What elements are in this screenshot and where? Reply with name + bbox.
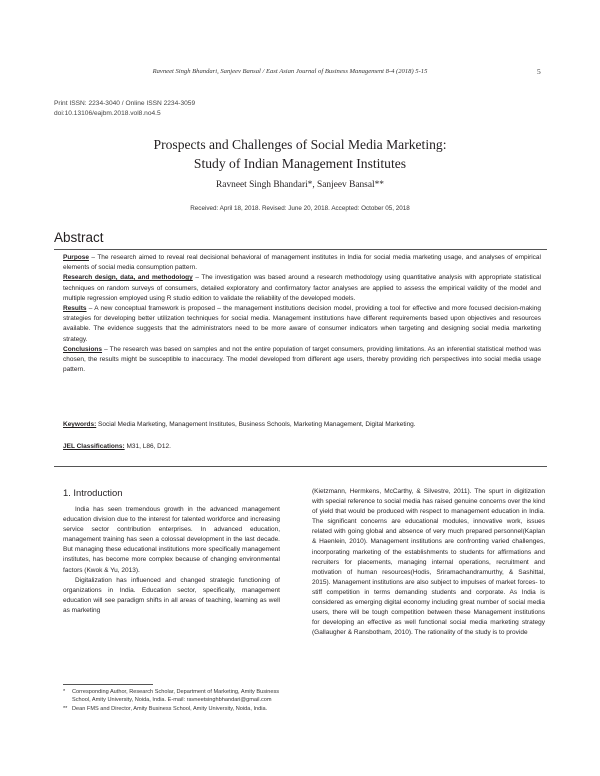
footnote-2 xyxy=(63,705,280,713)
results-label: Results xyxy=(63,305,87,313)
abstract-heading: Abstract xyxy=(54,230,104,245)
design-text: – The investigation was based around a research methodology using quantitative analysis with appropriate statistical techniques on random surveys of consumers, detailed exploratory and confirmatory factor analyses are applied to assess the empirical validity of the model and multiple regression employed using R studio edition to validate the reliability of the developed models. xyxy=(63,274,542,302)
keywords-label: Keywords: xyxy=(63,421,97,428)
page-number: 5 xyxy=(537,67,541,76)
intro-paragraph-2: Digitalization has influenced and changed strategic functioning of organizations in India. Education sector, specifically, management education will see paradigm shifts in all areas of teaching, learning as well as marketing xyxy=(63,576,280,614)
keywords-line xyxy=(63,421,541,428)
introduction-heading: 1. Introduction xyxy=(63,487,123,498)
paper-title xyxy=(0,135,600,173)
conclusions-text: – The research was based on samples and not the entire population of target consumers, providing limitations. As an inferential statistical method was chosen, the results might be susceptible to inaccuracy. The model developed from different age users, thereby providing rich perspectives into social media usage pattern. xyxy=(63,345,541,374)
abstract-bottom-rule xyxy=(54,466,547,467)
footnote-rule xyxy=(63,684,153,685)
running-head: Ravneet Singh Bhandari, Sanjeev Bansal / East Asian Journal of Business Management 8-4 (2018) 5-15 xyxy=(152,68,428,75)
conclusions-label: Conclusions xyxy=(63,345,103,353)
footnote-1 xyxy=(63,688,280,705)
intro-paragraph-1: India has seen tremendous growth in the advanced management education division due to the interest for talented workforce and increasing service sector contribution enterprises. In advanced education, management training has seen a colossal development in the last decade. But managing these educational institutions more specifically management institutes, has become more complex because of changing environmental factors (Kwok & Yu, 2013). xyxy=(63,506,280,574)
keywords-text: Social Media Marketing, Management Institutes, Business Schools, Marketing Management, Digital Marketing. xyxy=(96,421,416,428)
jel-text: M31, L86, D12. xyxy=(124,443,171,450)
footnote-1-text: Corresponding Author, Research Scholar, Department of Marketing, Amity Business School, Amity University, Noida, India. E-mail: ravneetsinghbhandari@gmail.com xyxy=(72,689,280,704)
footnote-2-mark: ** xyxy=(63,705,68,712)
abstract-results xyxy=(63,304,541,345)
footnote-2-text: Dean FMS and Director, Amity Business School, Amity University, Noida, India. xyxy=(72,705,268,712)
authors-line: Ravneet Singh Bhandari*, Sanjeev Bansal** xyxy=(216,180,384,190)
title-line-2: Study of Indian Management Institutes xyxy=(193,156,407,171)
footnote-1-mark: * xyxy=(63,689,66,695)
doi-line: doi:10.13106/eajbm.2018.vol8.no4.5 xyxy=(54,109,161,117)
jel-line xyxy=(63,443,541,450)
abstract-design xyxy=(63,273,541,304)
purpose-label: Purpose xyxy=(63,254,90,261)
purpose-text: – The research aimed to reveal real decisional behavioral of management institutes in India for social media marketing usage, and analyses of empirical elements of social media consumption pattern. xyxy=(63,254,541,272)
abstract-top-rule xyxy=(54,249,547,250)
left-column xyxy=(63,505,280,616)
footnotes xyxy=(63,688,280,713)
right-column xyxy=(312,487,545,638)
design-label: Research design, data, and methodology xyxy=(63,274,193,282)
jel-label: JEL Classifications: xyxy=(63,443,125,450)
abstract-conclusions xyxy=(63,345,541,376)
title-line-1: Prospects and Challenges of Social Media Marketing: xyxy=(153,137,447,152)
results-text: – A new conceptual framework is proposed – the management institutions decision model, providing a tool for effective and more focused decision-making strategies for developing better utilization techniques for social media. Management institutions have different requirements based upon objectives and resources available. The evidence suggests that the administrators need to be more aware of consumer indicators when targeting and designing social media marketing strategy. xyxy=(63,305,541,343)
abstract-body xyxy=(63,253,541,375)
issn-line: Print ISSN: 2234-3040 / Online ISSN 2234-3059 xyxy=(54,100,196,107)
submission-dates: Received: April 18, 2018. Revised: June 20, 2018. Accepted: October 05, 2018 xyxy=(190,205,410,212)
issn-block xyxy=(54,99,195,118)
intro-paragraph-3: (Kietzmann, Hermkens, McCarthy, & Silvestre, 2011). The spurt in digitization with special reference to social media has raised genuine concerns over the kind of yield that would be produced with respect to management education in India. The significant concerns are educational modules, innovative work, issues related with going global and absence of very much prepared personnel(Kaplan & Haenlein, 2010). Management institutions are confronting varied challenges, incorporating marketing of the establishments to students for affirmations and recruiters for placements, managing internal operations, recruitment and motivation of human resources(Hodis, Sriramachandramurthy, & Sashittal, 2015). Management institutions are also subject to impulses of market forces- to stiff competition in terms demanding students and corporate. As India is considered as emerging digital economy including great number of social media users, there will be tough competition between these Management institutions for developing an effective as well functional social media marketing strategy (Gallaugher & Ransbotham, 2010). The rationality of the study is to provide xyxy=(312,488,545,637)
abstract-purpose xyxy=(63,253,541,273)
